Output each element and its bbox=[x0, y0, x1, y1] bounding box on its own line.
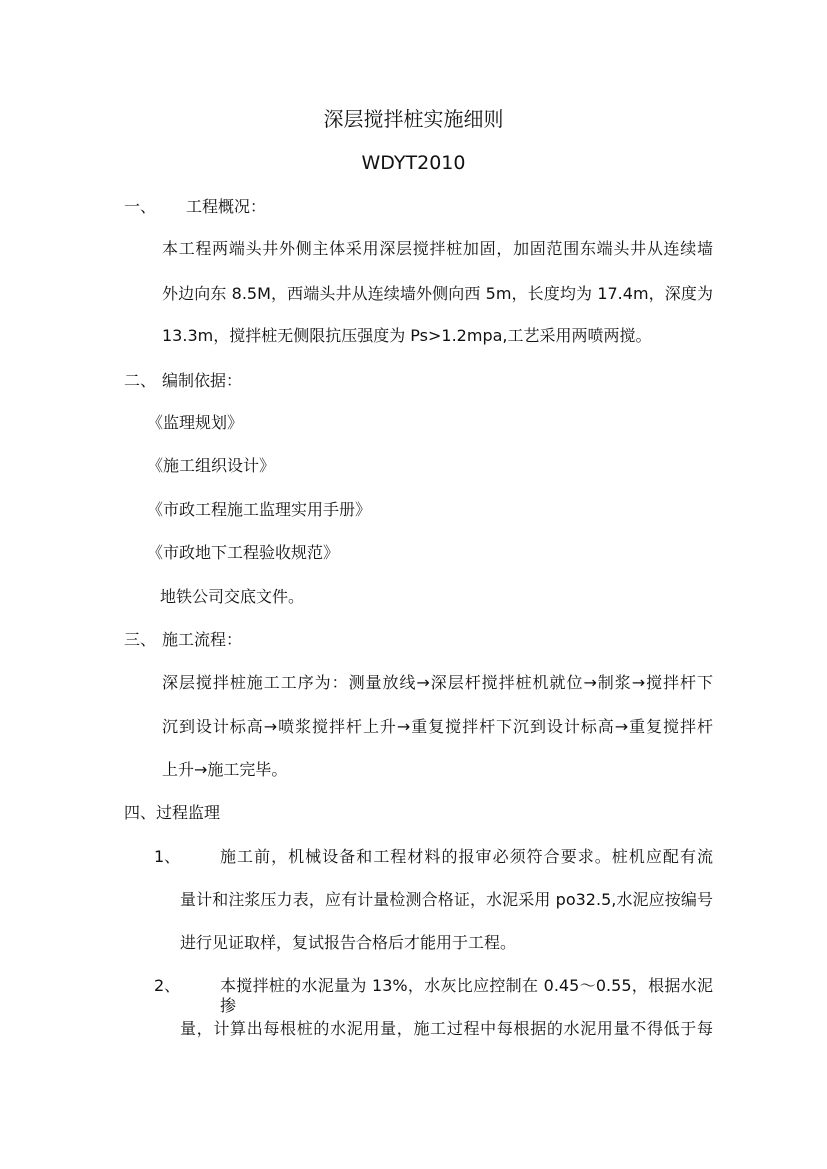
item-2-line-1: 本搅拌桩的水泥量为 13%，水灰比应控制在 0.45～0.55，根据水泥掺 bbox=[220, 976, 713, 1015]
reference-item: 《监理规划》 bbox=[147, 413, 244, 432]
section-4-heading: 四、过程监理 bbox=[124, 803, 221, 822]
section-2-heading: 编制依据： bbox=[162, 371, 243, 390]
item-1-line-2: 量计和注浆压力表，应有计量检测合格证，水泥采用 po32.5,水泥应按编号 bbox=[180, 890, 713, 909]
reference-item: 地铁公司交底文件。 bbox=[160, 587, 305, 606]
section-1-line-2: 外边向东 8.5M，西端头井从连续墙外侧向西 5m，长度均为 17.4m，深度为 bbox=[162, 284, 713, 303]
section-3-number: 三、 bbox=[124, 630, 157, 649]
item-2-line-2: 量，计算出每根桩的水泥用量，施工过程中每根据的水泥用量不得低于每 bbox=[180, 1019, 713, 1038]
section-2-number: 二、 bbox=[124, 371, 157, 390]
item-1-number: 1、 bbox=[154, 847, 181, 866]
document-title: 深层搅拌桩实施细则 bbox=[323, 107, 504, 131]
item-1-line-1: 施工前，机械设备和工程材料的报审必须符合要求。桩机应配有流 bbox=[220, 847, 713, 866]
section-1-heading: 工程概况： bbox=[186, 197, 267, 216]
document-code: WDYT2010 bbox=[361, 152, 466, 174]
section-3-heading: 施工流程： bbox=[162, 630, 243, 649]
reference-item: 《施工组织设计》 bbox=[147, 456, 276, 475]
item-2-number: 2、 bbox=[154, 976, 181, 995]
section-1-line-1: 本工程两端头井外侧主体采用深层搅拌桩加固，加固范围东端头井从连续墙 bbox=[162, 239, 713, 258]
reference-item: 《市政工程施工监理实用手册》 bbox=[147, 500, 372, 519]
section-3-line-2: 沉到设计标高→喷浆搅拌杆上升→重复搅拌杆下沉到设计标高→重复搅拌杆 bbox=[162, 717, 713, 736]
item-1-line-3: 进行见证取样，复试报告合格后才能用于工程。 bbox=[180, 933, 517, 952]
section-3-line-1: 深层搅拌桩施工工序为：测量放线→深层杆搅拌桩机就位→制浆→搅拌杆下 bbox=[162, 673, 713, 692]
section-1-line-3: 13.3m，搅拌桩无侧限抗压强度为 Ps>1.2mpa,工艺采用两喷两搅。 bbox=[162, 326, 652, 345]
section-1-number: 一、 bbox=[124, 197, 157, 216]
section-3-line-3: 上升→施工完毕。 bbox=[162, 760, 288, 779]
reference-item: 《市政地下工程验收规范》 bbox=[147, 543, 340, 562]
